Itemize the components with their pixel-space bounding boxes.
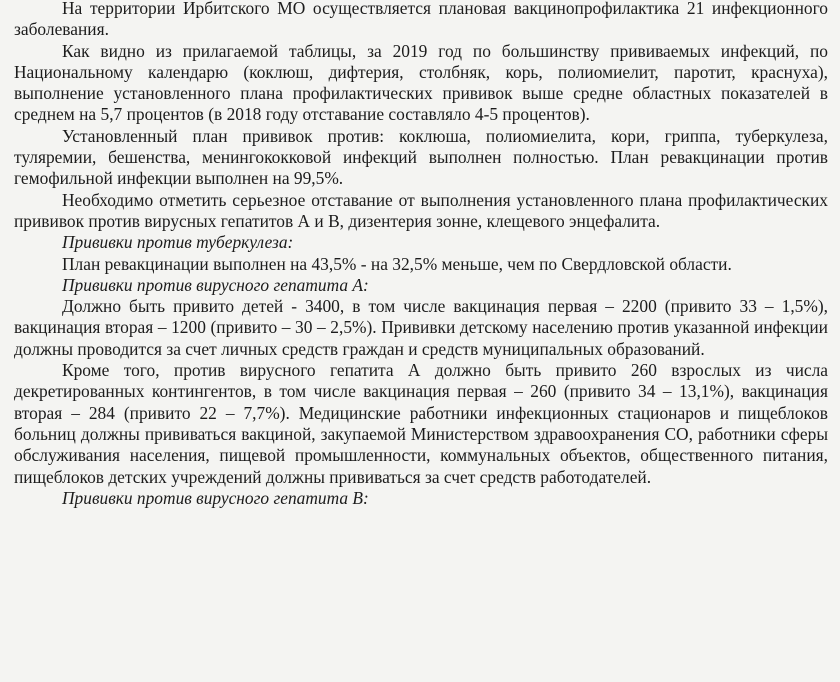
paragraph-national-calendar: Как видно из прилагаемой таблицы, за 2019 год по большинству прививаемых инфекций, по Национальному календарю (коклюш, дифтерия, столбняк, корь, полиомиелит, паротит, краснуха), выполнение установленного плана профилактических прививок выше средне областных показателей в среднем на 5,7 процентов (в 2018 году отставание составляло 4-5 процентов). xyxy=(14,40,828,125)
paragraph-hepatitis-a-children: Должно быть привито детей - 3400, в том числе вакцинация первая – 2200 (привито 33 – 1,5%), вакцинация вторая – 1200 (привито – 30 – 2,5%). Прививки детскому населению против указанной инфекции должны проводится за счет личных средств граждан и средств муниципальных образований. xyxy=(14,296,828,359)
heading-tuberculosis: Прививки против туберкулеза: xyxy=(62,232,294,253)
paragraph-plan-fulfilled: Установленный план прививок против: коклюша, полиомиелита, кори, гриппа, туберкулеза, туляремии, бешенства, менингококковой инфекций выполнен полностью. План ревакцинации против гемофильной инфекции выполнен на 99,5%. xyxy=(14,125,828,189)
paragraph-tuberculosis: План ревакцинации выполнен на 43,5% - на 32,5% меньше, чем по Свердловской области. xyxy=(62,253,732,274)
heading-hepatitis-a: Прививки против вирусного гепатита А: xyxy=(62,274,369,295)
paragraph-hepatitis-a-adults: Кроме того, против вирусного гепатита А должно быть привито 260 взрослых из числа декретированных контингентов, в том числе вакцинация первая – 260 (привито 34 – 13,1%), вакцинация вторая – 284 (привито 22 – 7,7%). Медицинские работники инфекционных стационаров и пищеблоков больниц должны прививаться вакциной, закупаемой Министерством здравоохранения СО, работники сферы обслуживания населения, пищевой промышленности, коммунальных объектов, общественного питания, пищеблоков детских учреждений должны прививаться за счет средств работодателей. xyxy=(14,360,828,487)
paragraph-vaccination-overview: На территории Ирбитского МО осуществляется плановая вакцинопрофилактика 21 инфекционного заболевания. xyxy=(14,0,828,40)
heading-hepatitis-b: Прививки против вирусного гепатита В: xyxy=(62,487,369,508)
paragraph-lag-note: Необходимо отметить серьезное отставание от выполнения установленного плана профилактических прививок против вирусных гепатитов А и В, дизентерия зонне, клещевого энцефалита. xyxy=(14,189,828,231)
